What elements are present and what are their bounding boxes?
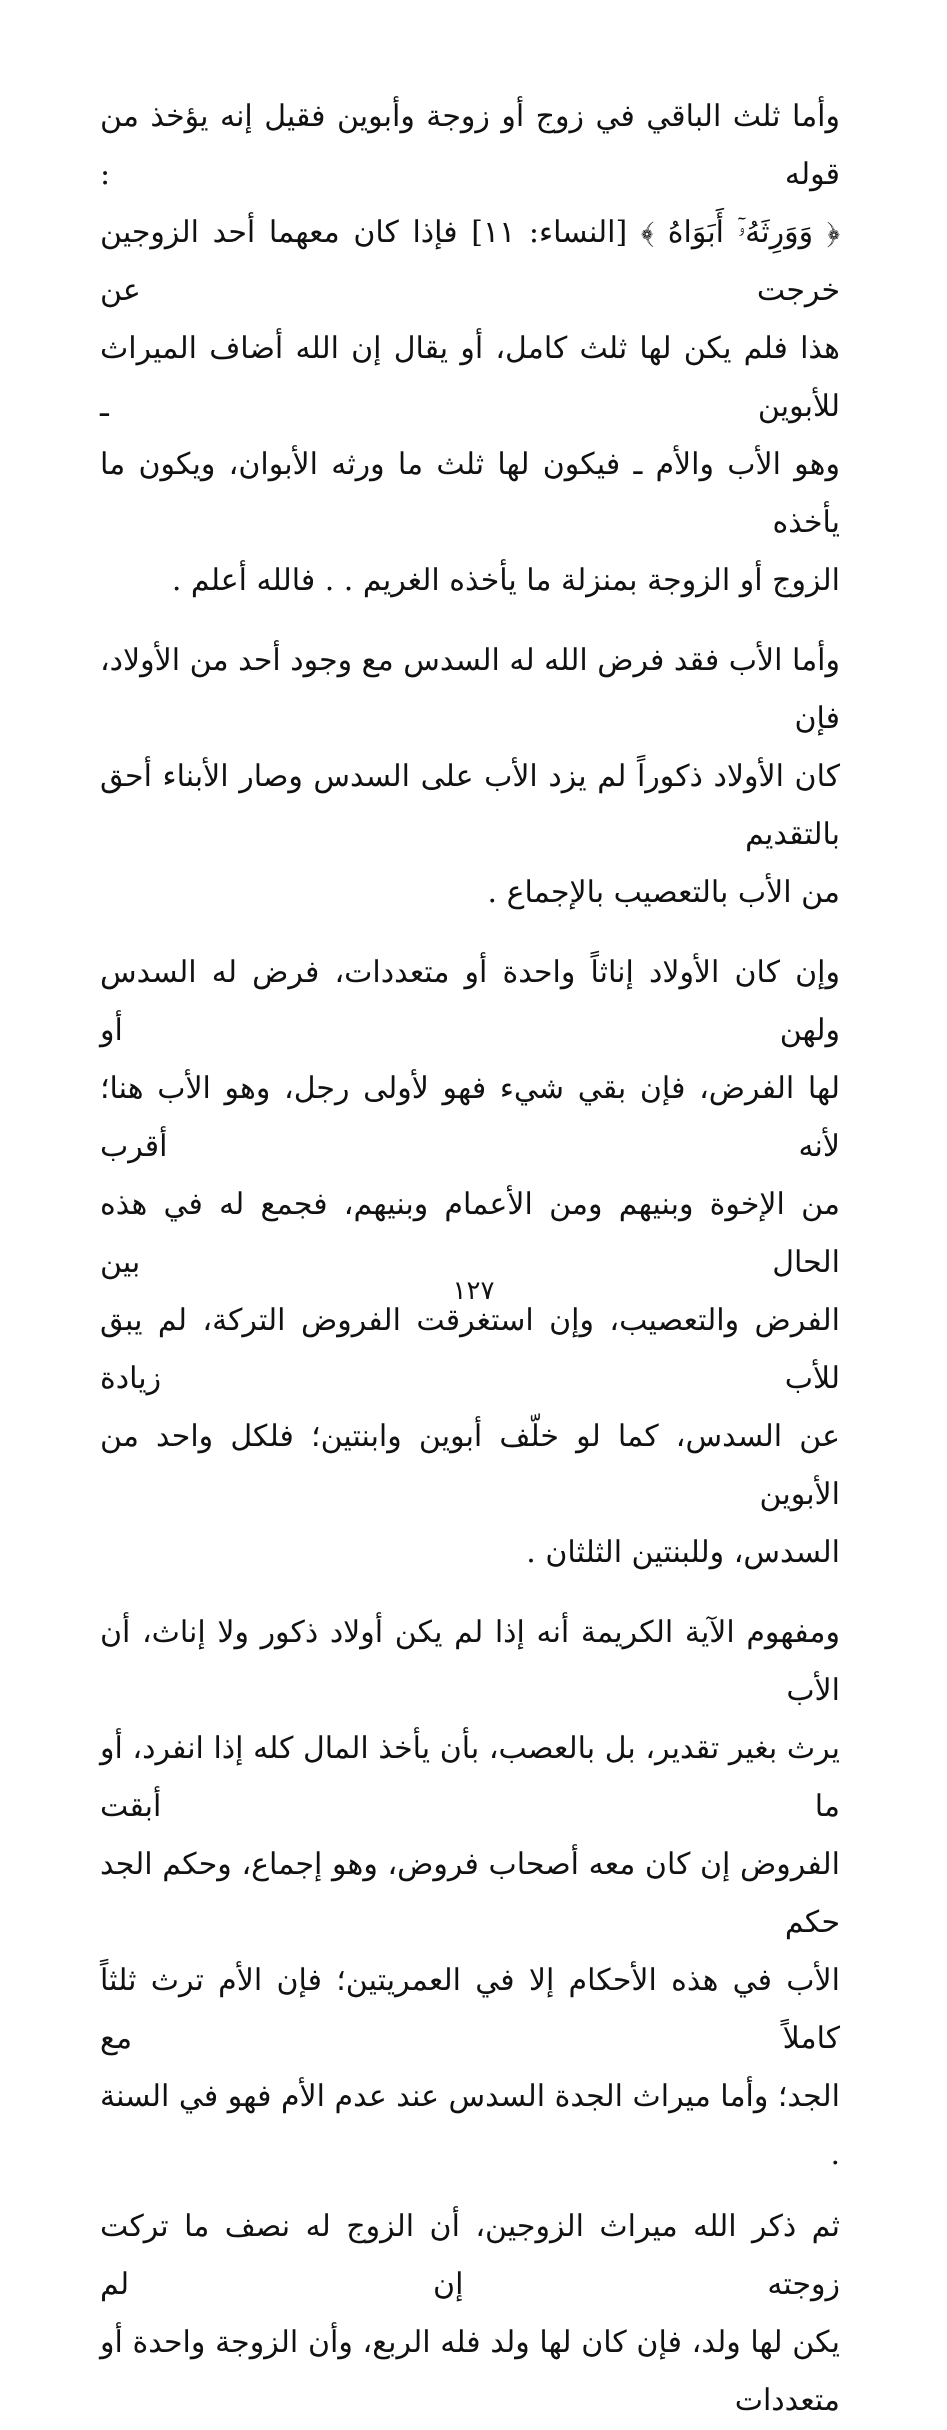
- text-line: من الأب بالتعصيب بالإجماع .: [487, 875, 840, 910]
- text-line: من الإخوة وبنيهم ومن الأعمام وبنيهم، فجمع له في هذه الحال بين: [100, 1187, 840, 1280]
- text-line: ثم ذكر الله ميراث الزوجين، أن الزوج له نصف ما تركت زوجته إن لم: [100, 2209, 840, 2302]
- text-line: الفروض إن كان معه أصحاب فروض، وهو إجماع، وحكم الجد حكم: [100, 1847, 840, 1940]
- text-line: الفرض والتعصيب، وإن استغرقت الفروض التركة، لم يبق للأب زيادة: [100, 1303, 840, 1396]
- paragraph-4: [100, 1604, 840, 2184]
- text-line: وأما ثلث الباقي في زوج أو زوجة وأبوين فقيل إنه يؤخذ من قوله :: [100, 99, 840, 192]
- paragraph-1: [100, 88, 840, 610]
- text-line: وهو الأب والأم ـ فيكون لها ثلث ما ورثه الأبوان، ويكون ما يأخذه: [100, 447, 840, 540]
- text-line: هذا فلم يكن لها ثلث كامل، أو يقال إن الله أضاف الميراث للأبوين ـ: [100, 331, 840, 424]
- text-line: السدس، وللبنتين الثلثان .: [526, 1535, 840, 1570]
- paragraph-3: [100, 944, 840, 1582]
- text-line: يرث بغير تقدير، بل بالعصب، بأن يأخذ المال كله إذا انفرد، أو ما أبقت: [100, 1731, 840, 1824]
- text-line: وإن كان الأولاد إناثاً واحدة أو متعددات، فرض له السدس ولهن أو: [100, 955, 840, 1048]
- page-body: [100, 88, 840, 2430]
- text-line: الزوج أو الزوجة بمنزلة ما يأخذه الغريم . . فالله أعلم .: [171, 563, 840, 598]
- page-number: ١٢٧: [452, 1276, 495, 1306]
- paragraph-2: [100, 632, 840, 922]
- text-line: يكن لها ولد، فإن كان لها ولد فله الربع، وأن الزوجة واحدة أو متعددات: [100, 2325, 840, 2418]
- text-line: ﴿ وَوَرِثَهُۥٓ أَبَوَاهُ ﴾ [النساء: ١١] فإذا كان معهما أحد الزوجين خرجت عن: [100, 215, 840, 308]
- text-line: وأما الأب فقد فرض الله له السدس مع وجود أحد من الأولاد، فإن: [100, 643, 840, 736]
- text-line: عن السدس، كما لو خلّف أبوين وابنتين؛ فلكل واحد من الأبوين: [100, 1419, 840, 1512]
- text-line: كان الأولاد ذكوراً لم يزد الأب على السدس وصار الأبناء أحق بالتقديم: [100, 759, 840, 852]
- text-line: الأب في هذه الأحكام إلا في العمريتين؛ فإن الأم ترث ثلثاً كاملاً مع: [100, 1963, 840, 2056]
- paragraph-5: [100, 2198, 840, 2430]
- text-line: الجد؛ وأما ميراث الجدة السدس عند عدم الأم فهو في السنة .: [99, 2079, 840, 2172]
- text-line: لها الفرض، فإن بقي شيء فهو لأولى رجل، وهو الأب هنا؛ لأنه أقرب: [100, 1071, 840, 1164]
- text-line: ومفهوم الآية الكريمة أنه إذا لم يكن أولاد ذكور ولا إناث، أن الأب: [100, 1615, 840, 1708]
